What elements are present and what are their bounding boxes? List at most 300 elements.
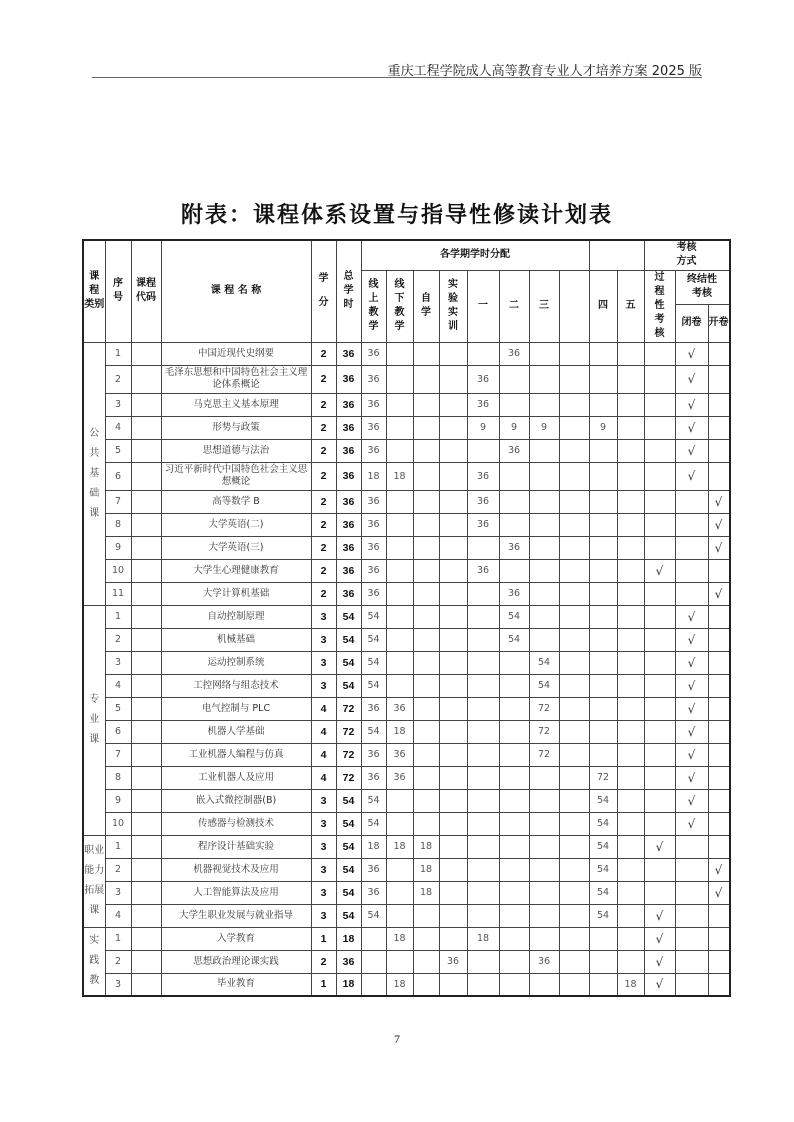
open-check-cell (708, 439, 730, 462)
offline-cell (386, 342, 413, 365)
process-check-cell: √ (644, 835, 675, 858)
seq-cell: 5 (105, 439, 131, 462)
running-header: 重庆工程学院成人高等教育专业人才培养方案 2025 版 (387, 64, 702, 79)
sem2-cell (499, 697, 529, 720)
sem1-cell (467, 881, 499, 904)
sem4-cell (589, 743, 617, 766)
code-cell (131, 393, 161, 416)
offline-cell: 18 (386, 835, 413, 858)
sem4-cell (589, 628, 617, 651)
code-cell (131, 789, 161, 812)
closed-check-cell (675, 835, 708, 858)
sem5-cell (617, 536, 644, 559)
sem1-cell: 9 (467, 416, 499, 439)
closed-check-cell (675, 536, 708, 559)
process-check-cell (644, 720, 675, 743)
name-cell: 大学计算机基础 (161, 582, 311, 605)
category-label: 课 (89, 734, 100, 745)
table-row (83, 559, 730, 582)
credit-cell: 2 (311, 342, 336, 365)
online-cell: 54 (361, 789, 386, 812)
sem1-cell (467, 651, 499, 674)
online-cell: 36 (361, 365, 386, 393)
total-hours-cell: 36 (336, 559, 361, 582)
table-row (83, 973, 730, 996)
open-check-cell: √ (708, 858, 730, 881)
name-cell: 机器人学基础 (161, 720, 311, 743)
header-rule (92, 77, 702, 78)
credit-cell: 3 (311, 835, 336, 858)
offline-cell (386, 858, 413, 881)
self-study-cell (413, 365, 439, 393)
code-cell (131, 628, 161, 651)
category-label: 课 (89, 507, 100, 519)
offline-cell: 18 (386, 462, 413, 490)
self-study-cell (413, 904, 439, 927)
process-check-cell (644, 789, 675, 812)
name-cell: 大学生心理健康教育 (161, 559, 311, 582)
spacer-cell (559, 365, 589, 393)
sem4-cell: 54 (589, 904, 617, 927)
sem4-cell (589, 651, 617, 674)
online-cell: 54 (361, 605, 386, 628)
sem4-cell (589, 559, 617, 582)
header-blank (589, 240, 644, 270)
spacer-cell (559, 513, 589, 536)
seq-cell: 1 (105, 927, 131, 950)
lab-cell: 36 (439, 950, 467, 973)
sem1-cell (467, 812, 499, 835)
sem5-cell (617, 490, 644, 513)
closed-check-cell (675, 927, 708, 950)
self-study-cell: 18 (413, 858, 439, 881)
lab-cell (439, 835, 467, 858)
lab-cell (439, 605, 467, 628)
sem1-cell: 36 (467, 559, 499, 582)
self-study-cell (413, 439, 439, 462)
table-row (83, 720, 730, 743)
name-cell: 习近平新时代中国特色社会主义思想概论 (161, 462, 311, 490)
self-study-cell (413, 720, 439, 743)
total-hours-cell: 36 (336, 513, 361, 536)
online-cell (361, 927, 386, 950)
name-cell: 运动控制系统 (161, 651, 311, 674)
process-check-cell (644, 651, 675, 674)
open-check-cell (708, 743, 730, 766)
header-seq: 序 号 (105, 240, 131, 342)
total-hours-cell: 18 (336, 927, 361, 950)
offline-cell: 18 (386, 927, 413, 950)
closed-check-cell: √ (675, 812, 708, 835)
course-plan-table (82, 239, 731, 997)
sem2-cell (499, 743, 529, 766)
spacer-cell (559, 927, 589, 950)
offline-cell (386, 789, 413, 812)
lab-cell (439, 812, 467, 835)
sem5-cell (617, 743, 644, 766)
open-check-cell: √ (708, 582, 730, 605)
credit-cell: 4 (311, 697, 336, 720)
open-check-cell: √ (708, 881, 730, 904)
seq-cell: 6 (105, 720, 131, 743)
table-row (83, 342, 730, 365)
closed-check-cell (675, 582, 708, 605)
total-hours-cell: 36 (336, 416, 361, 439)
spacer-cell (559, 628, 589, 651)
seq-cell: 9 (105, 789, 131, 812)
online-cell: 18 (361, 835, 386, 858)
online-cell: 54 (361, 651, 386, 674)
sem4-cell: 72 (589, 766, 617, 789)
self-study-cell (413, 416, 439, 439)
open-check-cell (708, 462, 730, 490)
sem5-cell (617, 365, 644, 393)
name-cell: 形势与政策 (161, 416, 311, 439)
sem4-cell (589, 536, 617, 559)
table-row (83, 674, 730, 697)
process-check-cell (644, 365, 675, 393)
header-sem4: 四 (589, 270, 617, 342)
sem4-cell (589, 393, 617, 416)
credit-cell: 3 (311, 628, 336, 651)
offline-cell (386, 439, 413, 462)
header-category: 课 程 类别 (83, 240, 105, 342)
lab-cell (439, 439, 467, 462)
process-check-cell (644, 697, 675, 720)
spacer-cell (559, 605, 589, 628)
credit-cell: 2 (311, 559, 336, 582)
name-cell: 思想道德与法治 (161, 439, 311, 462)
name-cell: 大学生职业发展与就业指导 (161, 904, 311, 927)
online-cell: 36 (361, 858, 386, 881)
open-check-cell (708, 628, 730, 651)
total-hours-cell: 36 (336, 490, 361, 513)
open-check-cell (708, 927, 730, 950)
table-row (83, 697, 730, 720)
online-cell: 54 (361, 720, 386, 743)
self-study-cell (413, 927, 439, 950)
open-check-cell (708, 835, 730, 858)
name-cell: 自动控制原理 (161, 605, 311, 628)
category-label: 践 (89, 955, 100, 967)
code-cell (131, 651, 161, 674)
sem2-cell (499, 365, 529, 393)
self-study-cell (413, 651, 439, 674)
header-distribution: 各学期学时分配 (361, 240, 589, 270)
closed-check-cell: √ (675, 393, 708, 416)
sem1-cell: 36 (467, 393, 499, 416)
seq-cell: 3 (105, 881, 131, 904)
sem5-cell (617, 904, 644, 927)
credit-cell: 2 (311, 416, 336, 439)
category-label: 业 (89, 714, 100, 725)
open-check-cell (708, 812, 730, 835)
self-study-cell (413, 490, 439, 513)
online-cell: 54 (361, 812, 386, 835)
code-cell (131, 743, 161, 766)
offline-cell: 18 (386, 973, 413, 996)
online-cell: 36 (361, 342, 386, 365)
sem3-cell (529, 462, 559, 490)
sem1-cell (467, 342, 499, 365)
code-cell (131, 927, 161, 950)
total-hours-cell: 72 (336, 720, 361, 743)
sem5-cell (617, 950, 644, 973)
online-cell: 36 (361, 766, 386, 789)
total-hours-cell: 72 (336, 697, 361, 720)
sem3-cell (529, 973, 559, 996)
sem2-cell (499, 674, 529, 697)
online-cell: 54 (361, 674, 386, 697)
closed-check-cell: √ (675, 697, 708, 720)
table-row (83, 582, 730, 605)
credit-cell: 2 (311, 365, 336, 393)
process-check-cell (644, 766, 675, 789)
header-online: 线 上 教 学 (361, 270, 386, 342)
name-cell: 人工智能算法及应用 (161, 881, 311, 904)
code-cell (131, 365, 161, 393)
table-row (83, 439, 730, 462)
total-hours-cell: 54 (336, 835, 361, 858)
spacer-cell (559, 720, 589, 743)
sem1-cell (467, 973, 499, 996)
sem5-cell (617, 766, 644, 789)
name-cell: 高等数学 B (161, 490, 311, 513)
seq-cell: 2 (105, 365, 131, 393)
seq-cell: 11 (105, 582, 131, 605)
sem1-cell: 18 (467, 927, 499, 950)
spacer-cell (559, 393, 589, 416)
lab-cell (439, 416, 467, 439)
sem4-cell: 54 (589, 812, 617, 835)
total-hours-cell: 54 (336, 605, 361, 628)
seq-cell: 2 (105, 950, 131, 973)
code-cell (131, 605, 161, 628)
open-check-cell (708, 605, 730, 628)
credit-cell: 3 (311, 651, 336, 674)
sem2-cell (499, 766, 529, 789)
sem2-cell: 36 (499, 536, 529, 559)
sem5-cell (617, 416, 644, 439)
online-cell: 36 (361, 697, 386, 720)
category-cell (83, 927, 105, 996)
header-total-hours: 总 学 时 (336, 240, 361, 342)
category-label: 专 (89, 694, 100, 705)
code-cell (131, 858, 161, 881)
online-cell: 36 (361, 743, 386, 766)
spacer-cell (559, 342, 589, 365)
header-process: 过 程 性 考 核 (644, 270, 675, 342)
total-hours-cell: 72 (336, 743, 361, 766)
offline-cell (386, 393, 413, 416)
sem4-cell (589, 973, 617, 996)
lab-cell (439, 789, 467, 812)
sem5-cell (617, 720, 644, 743)
sem5-cell (617, 697, 644, 720)
sem3-cell: 36 (529, 950, 559, 973)
self-study-cell (413, 628, 439, 651)
sem1-cell (467, 536, 499, 559)
sem2-cell (499, 904, 529, 927)
sem4-cell (589, 697, 617, 720)
header-open: 开卷 (708, 304, 730, 342)
offline-cell (386, 582, 413, 605)
spacer-cell (559, 416, 589, 439)
code-cell (131, 697, 161, 720)
closed-check-cell: √ (675, 743, 708, 766)
sem2-cell (499, 835, 529, 858)
spacer-cell (559, 743, 589, 766)
seq-cell: 4 (105, 416, 131, 439)
process-check-cell (644, 858, 675, 881)
header-final: 终结性 考核 (675, 270, 730, 304)
category-label: 础 (89, 487, 100, 499)
online-cell: 36 (361, 393, 386, 416)
sem5-cell (617, 342, 644, 365)
sem2-cell (499, 393, 529, 416)
header-code: 课程 代码 (131, 240, 161, 342)
sem5-cell (617, 927, 644, 950)
online-cell: 36 (361, 416, 386, 439)
sem2-cell: 36 (499, 342, 529, 365)
sem3-cell: 9 (529, 416, 559, 439)
closed-check-cell: √ (675, 766, 708, 789)
header-name: 课 程 名 称 (161, 240, 311, 342)
sem5-cell: 18 (617, 973, 644, 996)
self-study-cell (413, 743, 439, 766)
credit-cell: 3 (311, 858, 336, 881)
process-check-cell: √ (644, 904, 675, 927)
table-row (83, 416, 730, 439)
spacer-cell (559, 789, 589, 812)
offline-cell (386, 559, 413, 582)
sem3-cell (529, 766, 559, 789)
seq-cell: 4 (105, 674, 131, 697)
spacer-cell (559, 490, 589, 513)
sem2-cell: 54 (499, 605, 529, 628)
sem4-cell (589, 720, 617, 743)
process-check-cell (644, 812, 675, 835)
sem2-cell: 36 (499, 439, 529, 462)
table-row (83, 365, 730, 393)
spacer-cell (559, 766, 589, 789)
lab-cell (439, 743, 467, 766)
online-cell (361, 950, 386, 973)
name-cell: 毕业教育 (161, 973, 311, 996)
sem2-cell (499, 559, 529, 582)
sem2-cell (499, 490, 529, 513)
closed-check-cell (675, 881, 708, 904)
lab-cell (439, 513, 467, 536)
table-row (83, 881, 730, 904)
total-hours-cell: 54 (336, 628, 361, 651)
code-cell (131, 766, 161, 789)
process-check-cell (644, 513, 675, 536)
table-row (83, 766, 730, 789)
category-label: 教 (89, 975, 100, 987)
online-cell: 36 (361, 536, 386, 559)
name-cell: 电气控制与 PLC (161, 697, 311, 720)
seq-cell: 10 (105, 812, 131, 835)
process-check-cell (644, 416, 675, 439)
open-check-cell (708, 720, 730, 743)
online-cell (361, 973, 386, 996)
table-row (83, 536, 730, 559)
process-check-cell: √ (644, 950, 675, 973)
process-check-cell: √ (644, 973, 675, 996)
credit-cell: 4 (311, 766, 336, 789)
sem1-cell (467, 720, 499, 743)
offline-cell (386, 536, 413, 559)
spacer-cell (559, 812, 589, 835)
name-cell: 入学教育 (161, 927, 311, 950)
table-row (83, 513, 730, 536)
sem1-cell (467, 858, 499, 881)
code-cell (131, 416, 161, 439)
lab-cell (439, 365, 467, 393)
category-cell (83, 835, 105, 927)
sem1-cell (467, 697, 499, 720)
credit-cell: 3 (311, 674, 336, 697)
lab-cell (439, 582, 467, 605)
total-hours-cell: 54 (336, 789, 361, 812)
table-row (83, 927, 730, 950)
sem5-cell (617, 651, 644, 674)
closed-check-cell (675, 858, 708, 881)
closed-check-cell: √ (675, 628, 708, 651)
process-check-cell (644, 582, 675, 605)
sem4-cell: 54 (589, 858, 617, 881)
process-check-cell (644, 462, 675, 490)
open-check-cell: √ (708, 513, 730, 536)
sem1-cell (467, 835, 499, 858)
online-cell: 36 (361, 490, 386, 513)
lab-cell (439, 927, 467, 950)
sem3-cell (529, 881, 559, 904)
sem3-cell: 72 (529, 697, 559, 720)
credit-cell: 2 (311, 393, 336, 416)
open-check-cell (708, 342, 730, 365)
total-hours-cell: 54 (336, 674, 361, 697)
sem2-cell (499, 720, 529, 743)
open-check-cell (708, 365, 730, 393)
sem1-cell: 36 (467, 490, 499, 513)
code-cell (131, 720, 161, 743)
closed-check-cell (675, 513, 708, 536)
offline-cell (386, 651, 413, 674)
header-sem3: 三 (529, 270, 559, 342)
sem1-cell (467, 628, 499, 651)
offline-cell (386, 628, 413, 651)
code-cell (131, 950, 161, 973)
process-check-cell (644, 393, 675, 416)
table-row (83, 605, 730, 628)
self-study-cell (413, 697, 439, 720)
sem3-cell: 72 (529, 743, 559, 766)
sem2-cell (499, 513, 529, 536)
seq-cell: 3 (105, 393, 131, 416)
closed-check-cell: √ (675, 605, 708, 628)
table-row (83, 651, 730, 674)
credit-cell: 4 (311, 743, 336, 766)
category-label: 公 (89, 427, 100, 439)
name-cell: 机器视觉技术及应用 (161, 858, 311, 881)
self-study-cell: 18 (413, 835, 439, 858)
closed-check-cell: √ (675, 365, 708, 393)
sem2-cell: 54 (499, 628, 529, 651)
sem1-cell (467, 582, 499, 605)
sem3-cell (529, 628, 559, 651)
